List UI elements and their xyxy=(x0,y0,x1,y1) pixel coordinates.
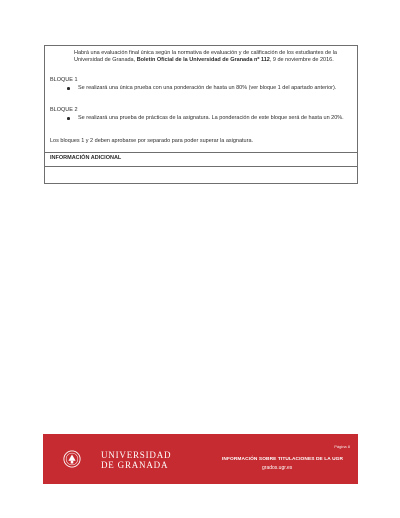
intro-bold-reference: Boletín Oficial de la Universidad de Granada nº 112 xyxy=(136,57,270,63)
footer-banner xyxy=(43,434,358,484)
page-number: Página 8 xyxy=(334,444,350,449)
university-seal-icon xyxy=(63,450,81,468)
university-name xyxy=(101,451,171,470)
intro-text: Habrá una evaluación final única según la normativa de evaluación y de calificación de los estudiantes de la Universidad de Granada, xyxy=(74,50,337,63)
info-heading-row xyxy=(45,152,357,167)
university-name-line1: UNIVERSIDAD xyxy=(101,450,172,460)
evaluation-cell xyxy=(45,46,357,153)
bloque2-heading: BLOQUE 2 xyxy=(50,107,78,113)
university-name-line2: DE GRANADA xyxy=(101,459,169,470)
footer-url-link[interactable]: grados.ugr.es xyxy=(262,465,293,471)
footer-info-title: INFORMACIÓN SOBRE TITULACIONES DE LA UGR xyxy=(222,457,344,462)
bloque1-heading: BLOQUE 1 xyxy=(50,77,78,83)
intro-end: , 9 de noviembre de 2016. xyxy=(269,57,334,63)
bloque1-item: Se realizará una única prueba con una ponderación de hasta un 80% (ver bloque 1 del apartado anterior). xyxy=(78,85,337,91)
evaluation-closing: Los bloques 1 y 2 deben aprobarse por separado para poder superar la asignatura. xyxy=(50,138,254,144)
evaluation-intro xyxy=(74,50,358,64)
info-heading: INFORMACIÓN ADICIONAL xyxy=(50,155,122,161)
bullet-icon xyxy=(67,117,70,120)
bullet-icon xyxy=(67,87,70,90)
evaluation-table xyxy=(44,45,358,184)
bloque2-item: Se realizará una prueba de prácticas de la asignatura. La ponderación de este bloque será de hasta un 20%. xyxy=(78,115,344,121)
